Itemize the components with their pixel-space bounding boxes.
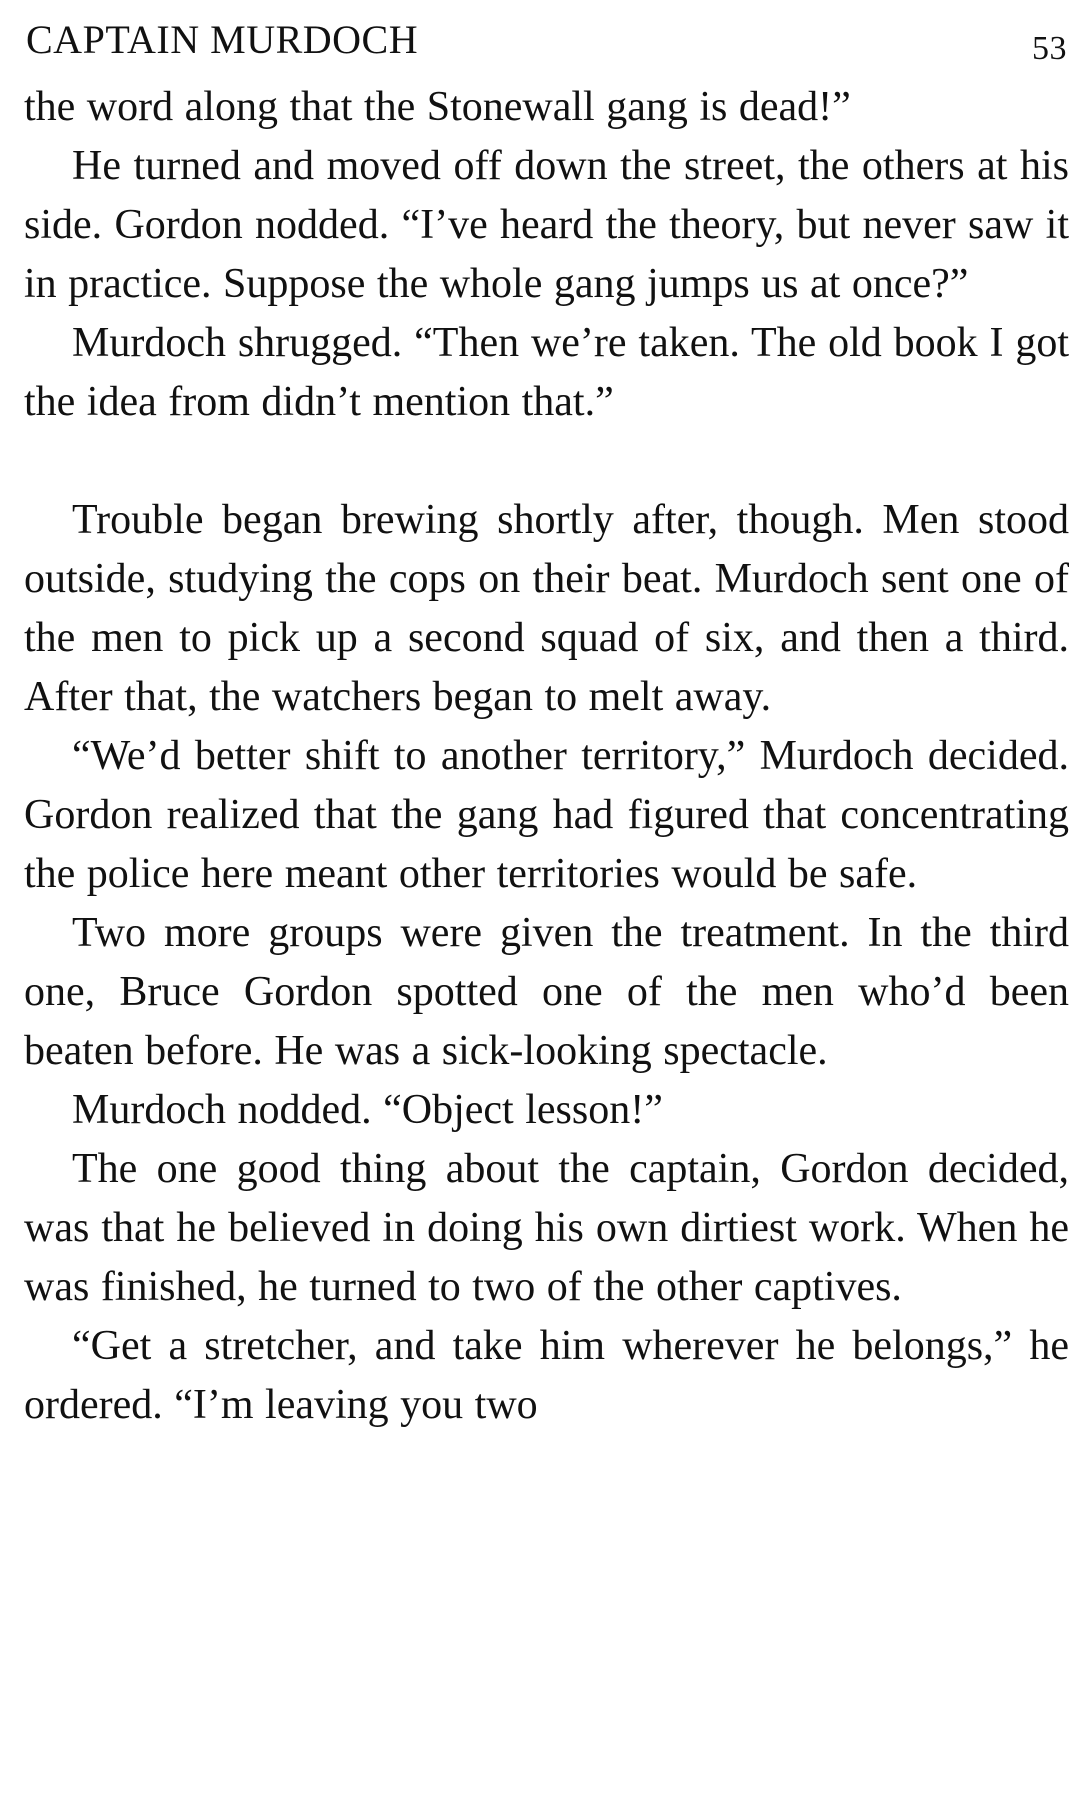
running-title: CAPTAIN MURDOCH bbox=[26, 17, 419, 62]
paragraph: the word along that the Stonewall gang is dead!” bbox=[24, 84, 851, 130]
paragraph: The one good thing about the captain, Gordon decided, was that he believed in doing his own dirtiest work. When he was finished, he turned to two of the other captives. bbox=[24, 1146, 1069, 1310]
page-number: 53 bbox=[1032, 30, 1067, 67]
section-break bbox=[24, 432, 1069, 491]
paragraph: Murdoch nodded. “Object lesson!” bbox=[72, 1087, 663, 1133]
paragraph: “We’d better shift to another territory,” Murdoch decided. Gordon realized that the gang had figured that concentrating the police here meant other territories would be safe. bbox=[24, 733, 1069, 897]
running-head bbox=[24, 12, 1069, 78]
paragraph: “Get a stretcher, and take him wherever he belongs,” he ordered. “I’m leaving you two bbox=[24, 1323, 1069, 1428]
paragraph: Trouble began brewing shortly after, though. Men stood outside, studying the cops on their beat. Murdoch sent one of the men to pick up a second squad of six, and then a third. After that, the watchers began to melt away. bbox=[24, 497, 1069, 720]
paragraph: He turned and moved off down the street, the others at his side. Gordon nodded. “I’ve heard the theory, but never saw it in practice. Suppose the whole gang jumps us at once?” bbox=[24, 143, 1069, 307]
paragraph: Murdoch shrugged. “Then we’re taken. The old book I got the idea from didn’t mention that.” bbox=[24, 320, 1069, 425]
paragraph: Two more groups were given the treatment. In the third one, Bruce Gordon spotted one of the men who’d been beaten before. He was a sick-looking spectacle. bbox=[24, 910, 1069, 1074]
body-text bbox=[24, 78, 1069, 1435]
